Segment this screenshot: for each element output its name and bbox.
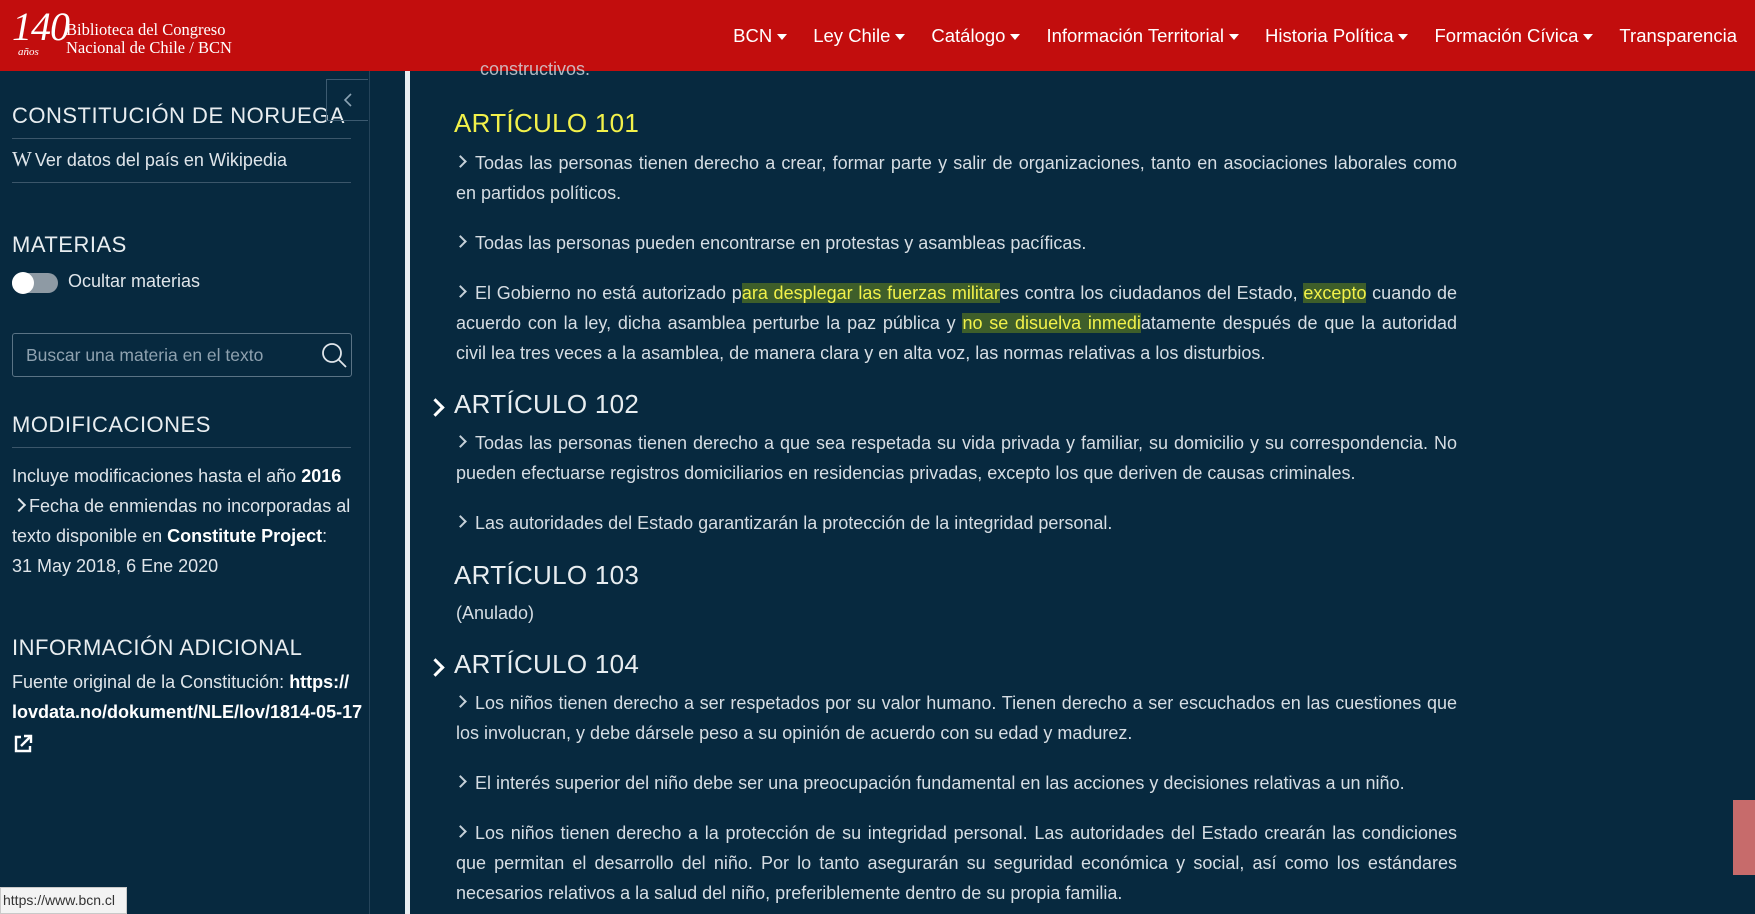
chevron-right-icon: [12, 498, 26, 512]
article-101-para-3: El Gobierno no está autorizado para desplegar las fuerzas militares contra los ciudadanos del Estado, excepto cuando de acuerdo con la ley, dicha asamblea perturbe la paz pública y no se disuelva inmediatamente después de que la autoridad civil lea tres veces a la asamblea, de manera clara y en alta voz, las normas relativas a los disturbios.: [456, 283, 1457, 363]
materia-search-box: [12, 333, 352, 377]
bullet-chevron-icon: [454, 825, 467, 838]
bullet-chevron-icon: [454, 515, 467, 528]
highlight[interactable]: ara desplegar las fuerzas militar: [741, 283, 1000, 303]
constitution-text: [410, 59, 1755, 914]
article-102-para-1: Todas las personas tienen derecho a que sea respetada su vida privada y familiar, su domicilio y su correspondencia. No pueden efectuarse registros domiciliarios en residencias privadas, excepto los que deriven de causas criminales.: [456, 433, 1457, 483]
constitution-title: CONSTITUCIÓN DE NORUEGA: [12, 103, 345, 128]
bullet-chevron-icon: [454, 235, 467, 248]
bullet-chevron-icon: [454, 435, 467, 448]
search-icon[interactable]: [319, 340, 349, 370]
chevron-left-icon: [342, 92, 354, 108]
top-header: [0, 0, 1755, 71]
chevron-right-icon[interactable]: [426, 398, 444, 416]
sidebar: [0, 71, 370, 914]
nav-ley-chile[interactable]: Ley Chile: [813, 25, 905, 47]
divider: [12, 447, 351, 448]
article-104-para-1: Los niños tienen derecho a ser respetados por su valor humano. Tienen derecho a ser escuchados en las cuestiones que los involucran, y debe dársele peso a su opinión de acuerdo con su edad y madurez.: [456, 693, 1457, 743]
materias-title: MATERIAS: [12, 232, 127, 257]
external-link-icon[interactable]: [12, 733, 34, 755]
nav-formacion-civica[interactable]: Formación Cívica: [1434, 25, 1593, 47]
chevron-down-icon: [1398, 34, 1408, 40]
chevron-down-icon: [895, 34, 905, 40]
constitute-project-link[interactable]: Constitute Project: [167, 526, 323, 546]
scrollbar-thumb[interactable]: [1733, 800, 1755, 875]
enmiendas-toggle[interactable]: Fecha de enmiendas no incorporadas al: [12, 491, 350, 521]
chevron-right-icon[interactable]: [426, 658, 444, 676]
article-104-para-2: El interés superior del niño debe ser una preocupación fundamental en las acciones y decisiones relativas a un niño.: [456, 768, 1457, 798]
article-103-para-1: (Anulado): [456, 603, 535, 623]
chevron-down-icon: [1583, 34, 1593, 40]
chevron-down-icon: [777, 34, 787, 40]
wikipedia-link[interactable]: W Ver datos del país en Wikipedia: [12, 147, 287, 171]
chevron-down-icon: [1010, 34, 1020, 40]
logo-line-2: Nacional de Chile / BCN: [66, 38, 232, 57]
highlight[interactable]: no se disuelva inmedi: [962, 313, 1141, 333]
bullet-chevron-icon: [454, 285, 467, 298]
toggle-knob: [12, 272, 34, 294]
highlight[interactable]: excepto: [1303, 283, 1367, 303]
article-101-title[interactable]: ARTÍCULO 101: [454, 108, 640, 138]
collapse-sidebar-button[interactable]: [326, 79, 368, 121]
article-101-para-2: Todas las personas pueden encontrarse en protestas y asambleas pacíficas.: [456, 228, 1457, 258]
bullet-chevron-icon: [454, 155, 467, 168]
article-104-para-3: Los niños tienen derecho a la protección de su integridad personal. Las autoridades del Estado crearán las condiciones que permitan el desarrollo del niño. Por lo tanto asegurarán su seguridad económica y social, así como los estándares necesarios relativos a la salud del niño, preferiblemente dentro de su propia familia.: [456, 823, 1457, 903]
article-103-title[interactable]: ARTÍCULO 103: [454, 560, 640, 590]
nav-informacion-territorial[interactable]: Información Territorial: [1046, 25, 1239, 47]
nav-historia-politica[interactable]: Historia Política: [1265, 25, 1409, 47]
enmiendas-dates: 31 May 2018, 6 Ene 2020: [12, 556, 219, 576]
article-104-title[interactable]: ARTÍCULO 104: [454, 649, 640, 679]
article-101-para-1: Todas las personas tienen derecho a crear, formar parte y salir de organizaciones, tanto en asociaciones laborales como en partidos políticos.: [456, 153, 1457, 203]
logo-text: [66, 21, 232, 57]
main-nav: [707, 0, 1755, 71]
modificaciones-title: MODIFICACIONES: [12, 412, 211, 437]
lovdata-link[interactable]: https://: [289, 672, 350, 692]
materia-search-input[interactable]: [13, 334, 318, 376]
nav-bcn[interactable]: BCN: [733, 25, 787, 47]
article-102-para-2: Las autoridades del Estado garantizarán la protección de la integridad personal.: [456, 508, 1457, 538]
status-bar-url: https://www.bcn.cl: [0, 887, 127, 914]
divider: [12, 138, 351, 139]
bcn-logo[interactable]: [8, 4, 248, 64]
divider: [12, 182, 351, 183]
informacion-adicional-title: INFORMACIÓN ADICIONAL: [12, 635, 303, 660]
nav-transparencia[interactable]: Transparencia: [1619, 24, 1737, 46]
logo-anos: años: [18, 46, 39, 58]
modificaciones-text: Incluye modificaciones hasta el año 2016 Fecha de enmiendas no incorporadas al texto disponible en Constitute Project: 31 May 2018, 6 Ene 2020: [12, 461, 350, 581]
bullet-chevron-icon: [454, 695, 467, 708]
bullet-chevron-icon: [454, 775, 467, 788]
toggle-label: Ocultar materias: [68, 271, 201, 291]
mod-year: 2016: [301, 466, 342, 486]
chevron-down-icon: [1229, 34, 1239, 40]
logo-140: 140: [12, 4, 69, 49]
logo-line-1: Biblioteca del Congreso: [66, 20, 226, 39]
fuente-original-text: Fuente original de la Constitución: https:// lovdata.no/dokument/NLE/lov/1814-05-17: [12, 672, 363, 722]
lovdata-link-cont[interactable]: lovdata.no/dokument/NLE/lov/1814-05-17: [12, 702, 363, 722]
partial-text-line: constructivos.: [480, 59, 591, 79]
article-102-title[interactable]: ARTÍCULO 102: [454, 389, 640, 419]
ocultar-materias-toggle[interactable]: [12, 273, 58, 293]
nav-catalogo[interactable]: Catálogo: [931, 25, 1020, 47]
wikipedia-icon: W: [12, 147, 32, 171]
